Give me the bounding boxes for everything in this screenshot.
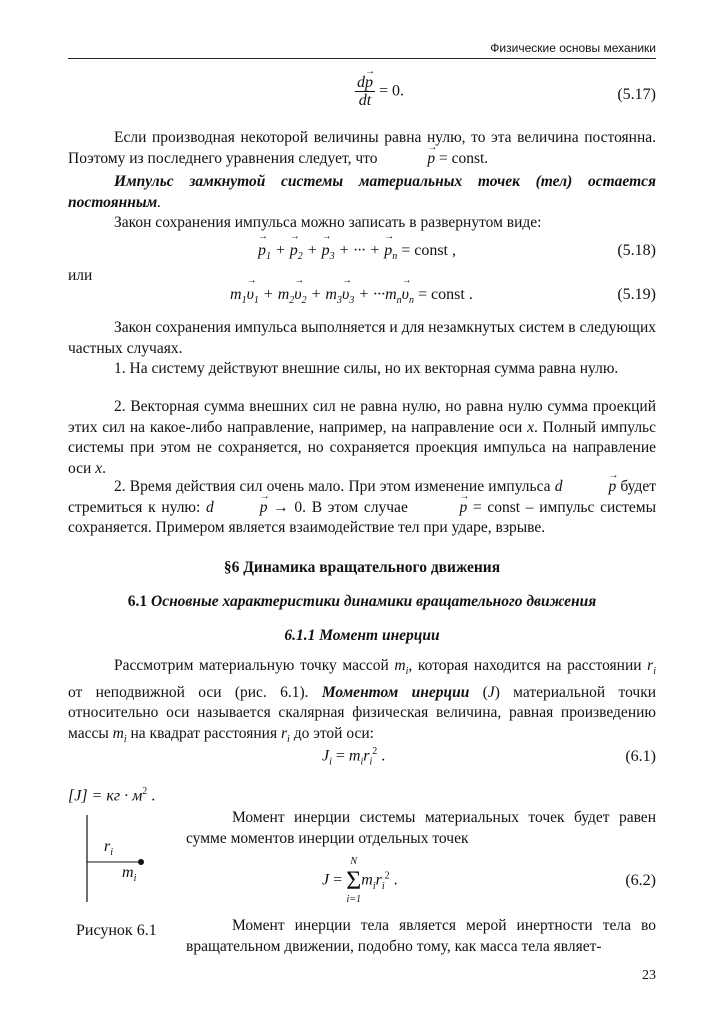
- word-or: или: [68, 267, 93, 284]
- figure-diagram: [68, 810, 188, 910]
- equation-5-19: $m_1\to \upsilon_1 + m_2\to \upsilon_2 + m_3\to \upsilon_3 + \cdot\cdot\cdot m_n\to \upsilon_n$ = const .: [230, 286, 473, 306]
- running-header: [68, 40, 656, 59]
- equation-5-18: → $p_1$ + → $p_2$ + → $p_3$ + ··· + → $p_n$ = const ,: [258, 242, 456, 262]
- section-title: §6 Динамика вращательного движения: [223, 559, 501, 576]
- paragraph-moment-definition: Рассмотрим материальную точку массой $m_i$, которая находится на расстоянии $r_i$ от неподвижной оси (рис. 6.1). Моментом инерции (J) материальной точки относительно оси называется скалярная физическая величина, равная произведению массы $m_i$ на квадрат расстояния $r_i$ до этой оси:: [68, 657, 657, 745]
- equation-5-17: $\frac{d\to p}{dt}$ = 0.: [355, 74, 404, 110]
- equation-number-6-1: (6.1): [625, 748, 656, 765]
- equation-number-5-19: (5.19): [617, 286, 656, 303]
- case-2: 2. Векторная сумма внешних сил не равна нулю, но равна нулю сумма проекций этих сил на какое-либо направление, например, на направление оси x. Полный импульс системы при этом не сохраняется, но сохраняется проекция импульса на направление оси x.: [68, 398, 657, 477]
- case-1: 1. На систему действуют внешние силы, но их векторная сумма равна нулю.: [114, 360, 619, 377]
- equation-6-1: $J_i = m_ir_i^2$ .: [322, 746, 386, 768]
- paragraph-system-moment: Момент инерции системы материальных точек будет равен сумме моментов инерции отдельных точек: [186, 809, 656, 847]
- figure-6-1: [68, 810, 188, 945]
- page-number: 23: [642, 968, 656, 983]
- equation-number-5-17: (5.17): [617, 86, 656, 103]
- figure-caption: Рисунок 6.1: [76, 922, 157, 939]
- conservation-law-statement: Импульс замкнутой системы материальных точек (тел) остается постоянным.: [68, 173, 656, 211]
- equation-number-6-2: (6.2): [625, 872, 656, 889]
- figure-label-m: $m_i$: [122, 864, 137, 885]
- equation-number-5-18: (5.18): [617, 242, 656, 259]
- units-of-moment: [J] = кг · $м^2$ .: [68, 786, 156, 805]
- paragraph-special-cases: Закон сохранения импульса выполняется и для незамкнутых систем в следующих частных случаях.: [68, 319, 656, 357]
- paragraph-body-inertia: Момент инерции тела является мерой инертности тела во вращательном движении, подобно тому, как масса тела являет-: [186, 917, 656, 955]
- case-3: 2. Время действия сил очень мало. При этом изменение импульса d→ p будет стремиться к нулю: d→ p → 0. В этом случае → p = const – импульс системы сохраняется. Примером является взаимодействие тел при ударе, взрыве.: [68, 477, 656, 539]
- subsubsection-title: 6.1.1 Момент инерции: [284, 627, 440, 644]
- figure-label-r: $r_i$: [104, 838, 114, 859]
- paragraph-expanded-form: Закон сохранения импульса можно записать в развернутом виде:: [114, 214, 542, 231]
- paragraph-derivative: Если производная некоторой величины равна нулю, то эта величина постоянна. Поэтому из последнего уравнения следует, что → p = const.: [68, 128, 656, 169]
- subsection-title: 6.1 Основные характеристики динамики вращательного движения: [127, 593, 597, 610]
- equation-6-2: J = N Σ i=1 $m_ir_i^2$ .: [322, 856, 398, 905]
- header-title: Физические основы механики: [490, 41, 656, 55]
